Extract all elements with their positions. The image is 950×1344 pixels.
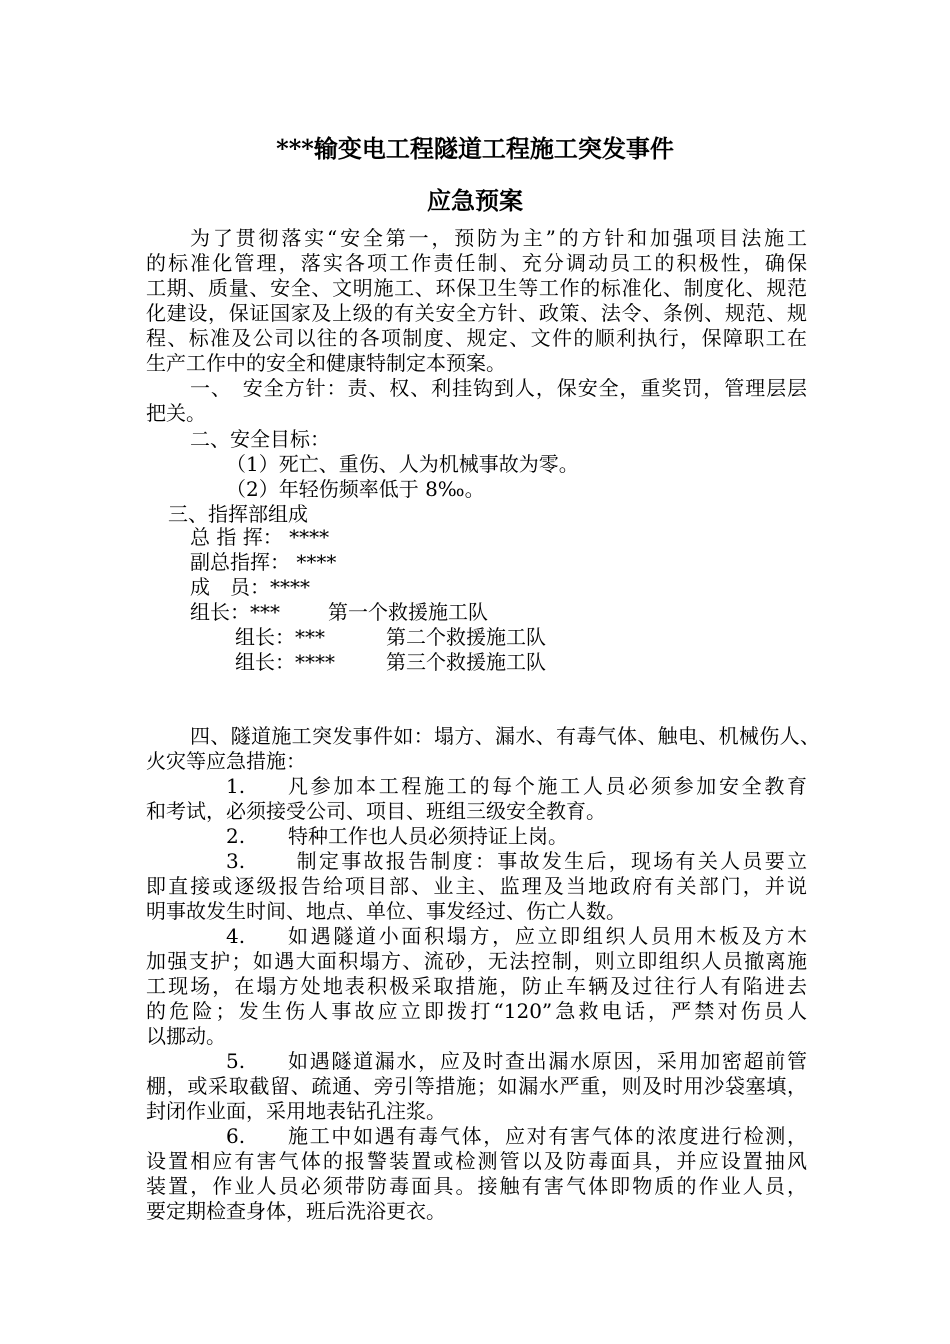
list-item bbox=[226, 1123, 807, 1149]
team-leader: 组长：*** bbox=[190, 600, 280, 624]
item-text: 凡参加本工程施工的每个施工人员必须参加安全教育 bbox=[288, 774, 807, 798]
item-number: 5. bbox=[226, 1049, 246, 1073]
team-leader: 组长：**** bbox=[235, 650, 335, 674]
section2-item: （1）死亡、重伤、人为机械事故为零。 bbox=[226, 452, 579, 476]
item-text: 如遇隧道漏水，应及时查出漏水原因，采用加密超前管 bbox=[288, 1049, 807, 1073]
item-text: 和考试，必须接受公司、项目、班组三级安全教育。 bbox=[146, 799, 606, 823]
item-number: 1. bbox=[226, 774, 246, 798]
document-subtitle: 应急预案 bbox=[427, 186, 523, 215]
item-text: 明事故发生时间、地点、单位、事发经过、伤亡人数。 bbox=[146, 899, 626, 923]
intro-line: 化建设，保证国家及上级的有关安全方针、政策、法令、条例、规范、规 bbox=[146, 301, 807, 325]
section1-line: 把关。 bbox=[146, 401, 206, 425]
item-text: 装置，作业人员必须带防毒面具。接触有害气体即物质的作业人员， bbox=[146, 1174, 807, 1198]
item-text: 设置相应有害气体的报警装置或检测管以及防毒面具，并应设置抽风 bbox=[146, 1149, 807, 1173]
item-text: 要定期检查身体，班后洗浴更衣。 bbox=[146, 1199, 446, 1223]
item-text: 工现场，在塌方处地表积极采取措施，防止车辆及过往行人有陷进去 bbox=[146, 974, 807, 998]
item-number: 2. bbox=[226, 824, 246, 848]
item-text: 封闭作业面，采用地表钻孔注浆。 bbox=[146, 1099, 446, 1123]
list-item bbox=[226, 823, 568, 849]
section4-heading: 四、隧道施工突发事件如：塌方、漏水、有毒气体、触电、机械伤人、 bbox=[190, 724, 820, 748]
list-item bbox=[226, 773, 807, 799]
item-text: 加强支护；如遇大面积塌方、流砂，无法控制，则立即组织人员撤离施 bbox=[146, 949, 807, 973]
item-number: 4. bbox=[226, 924, 246, 948]
section4-heading: 火灾等应急措施： bbox=[146, 749, 306, 773]
section2-item: （2）年轻伤频率低于 8‰。 bbox=[226, 477, 485, 501]
section3-heading: 三、指挥部组成 bbox=[168, 502, 308, 526]
team-name: 第二个救援施工队 bbox=[386, 625, 546, 649]
deputy-line: 副总指挥： **** bbox=[190, 550, 337, 574]
section1-line: 一、 安全方针：责、权、利挂钩到人，保安全，重奖罚，管理层层 bbox=[190, 376, 807, 400]
item-number: 3. bbox=[226, 849, 246, 873]
team-leader: 组长：*** bbox=[235, 625, 325, 649]
intro-line: 为了贯彻落实“安全第一，预防为主”的方针和加强项目法施工 bbox=[190, 226, 807, 250]
members-line: 成 员：**** bbox=[190, 575, 310, 599]
item-text: 的危险；发生伤人事故应立即拨打“120”急救电话，严禁对伤员人 bbox=[146, 999, 807, 1023]
document-title: ***输变电工程隧道工程施工突发事件 bbox=[276, 134, 674, 163]
item-text: 特种工作也人员必须持证上岗。 bbox=[288, 824, 568, 848]
intro-line: 生产工作中的安全和健康特制定本预案。 bbox=[146, 351, 506, 375]
item-text: 制定事故报告制度：事故发生后，现场有关人员要立 bbox=[288, 849, 807, 873]
item-text: 即直接或逐级报告给项目部、业主、监理及当地政府有关部门，并说 bbox=[146, 874, 807, 898]
intro-line: 工期、质量、安全、文明施工、环保卫生等工作的标准化、制度化、规范 bbox=[146, 276, 807, 300]
item-text: 施工中如遇有毒气体，应对有害气体的浓度进行检测， bbox=[288, 1124, 807, 1148]
team-name: 第一个救援施工队 bbox=[328, 600, 488, 624]
item-number: 6. bbox=[226, 1124, 246, 1148]
section2-heading: 二、安全目标： bbox=[190, 427, 330, 451]
commander-line: 总 指 挥： **** bbox=[190, 525, 330, 549]
list-item bbox=[226, 923, 807, 949]
item-text: 棚，或采取截留、疏通、旁引等措施；如漏水严重，则及时用沙袋塞填， bbox=[146, 1074, 807, 1098]
item-text: 如遇隧道小面积塌方，应立即组织人员用木板及方木 bbox=[288, 924, 807, 948]
list-item bbox=[226, 1048, 807, 1074]
item-text: 以挪动。 bbox=[146, 1024, 226, 1048]
team-name: 第三个救援施工队 bbox=[386, 650, 546, 674]
intro-line: 的标准化管理，落实各项工作责任制、充分调动员工的积极性，确保 bbox=[146, 251, 807, 275]
list-item bbox=[226, 848, 807, 874]
intro-line: 程、标准及公司以往的各项制度、规定、文件的顺利执行，保障职工在 bbox=[146, 326, 807, 350]
